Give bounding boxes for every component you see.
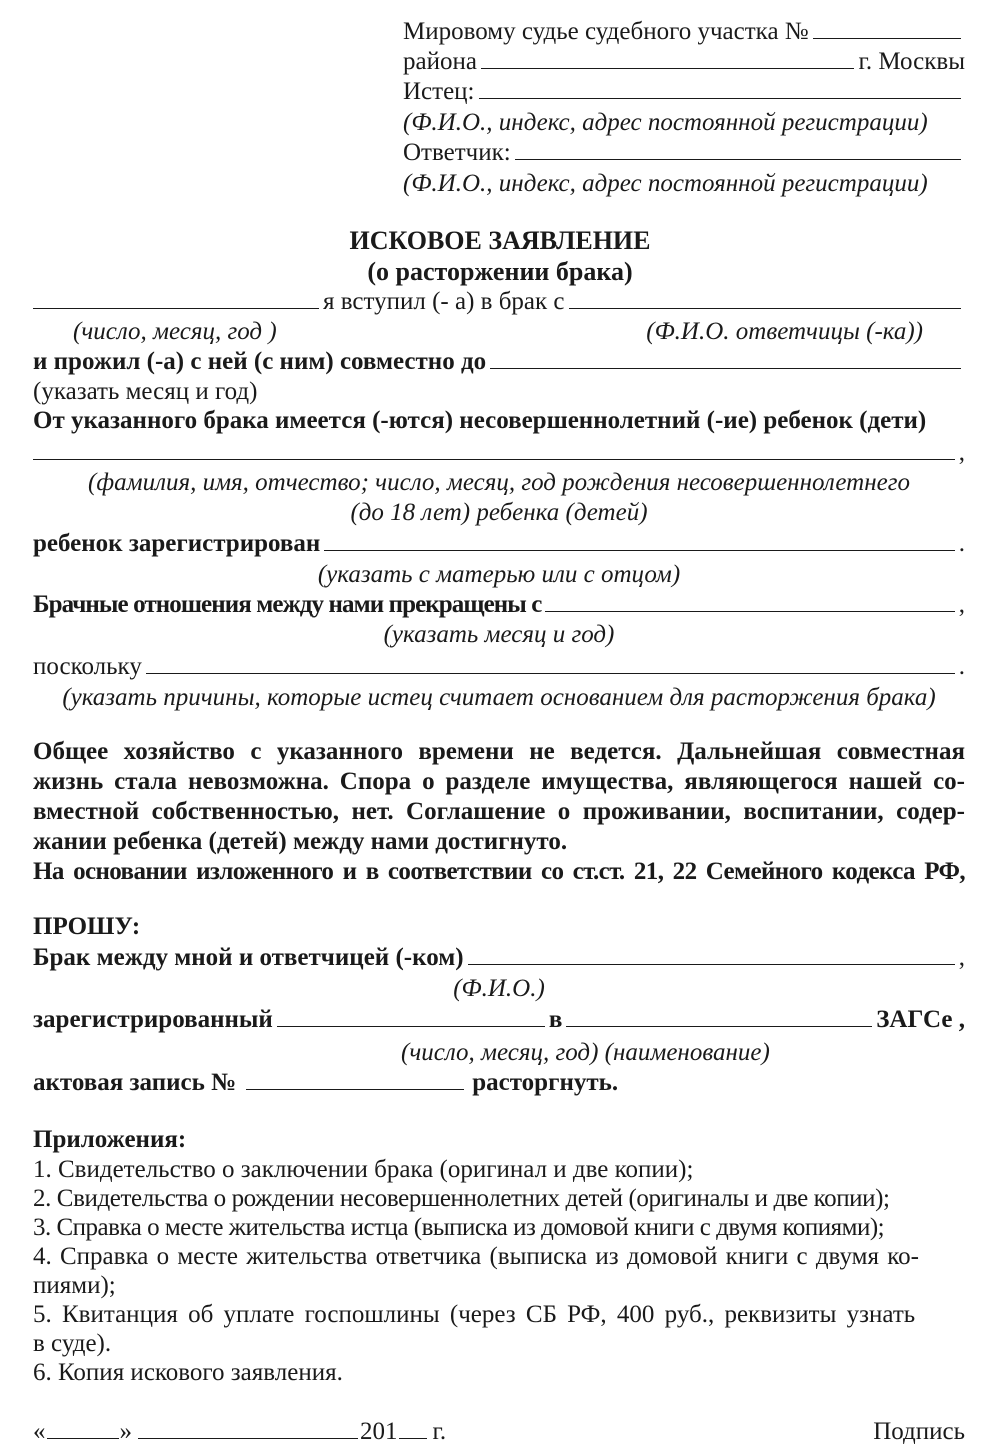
- reason-field[interactable]: [146, 673, 955, 674]
- act-record-line: актовая запись № расторгнуть.: [33, 1069, 619, 1096]
- day-field[interactable]: [47, 1438, 119, 1439]
- dissolve-marriage-line: Брак между мной и ответчицей (-ком) ,: [33, 944, 965, 971]
- year-field[interactable]: [399, 1438, 427, 1439]
- marriage-date-field[interactable]: [33, 308, 319, 309]
- attachment-item: 4. Справка о месте жительства ответчика (выписка из домовой книги с двумя ко-: [33, 1243, 919, 1270]
- spouse-full-name-field[interactable]: [468, 964, 955, 965]
- because-hint: (указать причины, которые истец считает основанием для расторжения брака): [62, 684, 936, 711]
- plaintiff-label: Истец:: [403, 78, 475, 105]
- attachment-item: в суде).: [33, 1330, 112, 1357]
- date-name-hint: (число, месяц, год) (наименование): [401, 1039, 770, 1066]
- registration-line: зарегистрированный в ЗАГСе ,: [33, 1006, 965, 1033]
- zags-name-field[interactable]: [566, 1026, 872, 1027]
- relations-ended-field[interactable]: [545, 611, 954, 612]
- because-line: поскольку .: [33, 653, 965, 680]
- plaintiff-line: [403, 72, 965, 104]
- child-registered-field[interactable]: [324, 550, 954, 551]
- children-field[interactable]: [33, 459, 955, 460]
- children-field-line: ,: [33, 433, 965, 465]
- marriage-hints: [33, 312, 965, 344]
- spouse-hint: (Ф.И.О. ответчицы (-ка)): [646, 318, 923, 345]
- attachment-item: пиями);: [33, 1272, 116, 1299]
- judge-label: Мировому судье судебного участка №: [403, 18, 809, 45]
- attachment-item: 6. Копия искового заявления.: [33, 1359, 343, 1386]
- district-label: района: [403, 48, 477, 75]
- spouse-name-field[interactable]: [569, 308, 961, 309]
- date-hint: (число, месяц, год ): [73, 318, 277, 345]
- footer-line: « » 201 г. Подпись: [33, 1418, 965, 1445]
- request-heading: ПРОШУ:: [33, 913, 141, 940]
- plaintiff-field[interactable]: [479, 98, 962, 99]
- attachment-item: 2. Свидетельства о рождении несовершеннолетних детей (оригиналы и две копии);: [33, 1185, 890, 1212]
- defendant-field[interactable]: [515, 159, 961, 160]
- statement-paragraph: Общее хозяйство с указанного времени не ведется. Дальнейшая совместная жизнь стала невозможна. Спора о разделе имущества, являющегося нашей со- вместной собственностью, нет. Соглашение о проживании, воспитании, содер- жании ребенка (детей) между нами достигнуто. На основании изложенного и в соответствии со ст.ст. 21, 22 Семейного кодекса РФ,: [33, 738, 965, 885]
- children-line: От указанного брака имеется (-ются) несовершеннолетний (-ие) ребенок (дети): [33, 407, 927, 434]
- child-registered-hint: (указать с матерью или с отцом): [317, 561, 681, 588]
- plaintiff-hint: (Ф.И.О., индекс, адрес постоянной регистрации): [403, 109, 928, 136]
- document-title: ИСКОВОЕ ЗАЯВЛЕНИЕ: [349, 226, 651, 255]
- court-number-field[interactable]: [813, 38, 961, 39]
- children-hint-2: (до 18 лет) ребенка (детей): [350, 499, 648, 526]
- child-registered-line: ребенок зарегистрирован .: [33, 530, 965, 557]
- month-field[interactable]: [138, 1438, 358, 1439]
- defendant-line: [403, 133, 965, 165]
- lived-hint: (указать месяц и год): [33, 378, 258, 405]
- defendant-label: Ответчик:: [403, 139, 511, 166]
- attachment-item: 3. Справка о месте жительства истца (выписка из домовой книги с двумя копиями);: [33, 1214, 885, 1241]
- attachments-heading: Приложения:: [33, 1126, 187, 1153]
- attachment-item: 1. Свидетельство о заключении брака (оригинал и две копии);: [33, 1156, 694, 1183]
- city-label: г. Москвы: [858, 48, 965, 75]
- registration-date-field[interactable]: [277, 1026, 545, 1027]
- signature-label: Подпись: [873, 1418, 965, 1445]
- act-record-number-field[interactable]: [246, 1089, 464, 1090]
- marriage-line: я вступил (- а) в брак с: [33, 282, 965, 314]
- children-hint-1: (фамилия, имя, отчество; число, месяц, год рождения несовершеннолетнего: [88, 469, 910, 496]
- relations-ended-line: Брачные отношения между нами прекращены с ,: [33, 591, 965, 618]
- district-line: [403, 42, 965, 74]
- lived-until-field[interactable]: [490, 368, 961, 369]
- lived-line: и прожил (-а) с ней (с ним) совместно до: [33, 342, 965, 374]
- relations-ended-hint: (указать месяц и год): [383, 621, 615, 648]
- name-hint: (Ф.И.О.): [453, 975, 545, 1002]
- attachment-item: 5. Квитанция об уплате госпошлины (через СБ РФ, 400 руб., реквизиты узнать: [33, 1301, 916, 1328]
- defendant-hint: (Ф.И.О., индекс, адрес постоянной регистрации): [403, 170, 928, 197]
- judge-line: [403, 12, 965, 44]
- district-field[interactable]: [481, 68, 855, 69]
- document-subtitle: (о расторжении брака): [367, 257, 633, 286]
